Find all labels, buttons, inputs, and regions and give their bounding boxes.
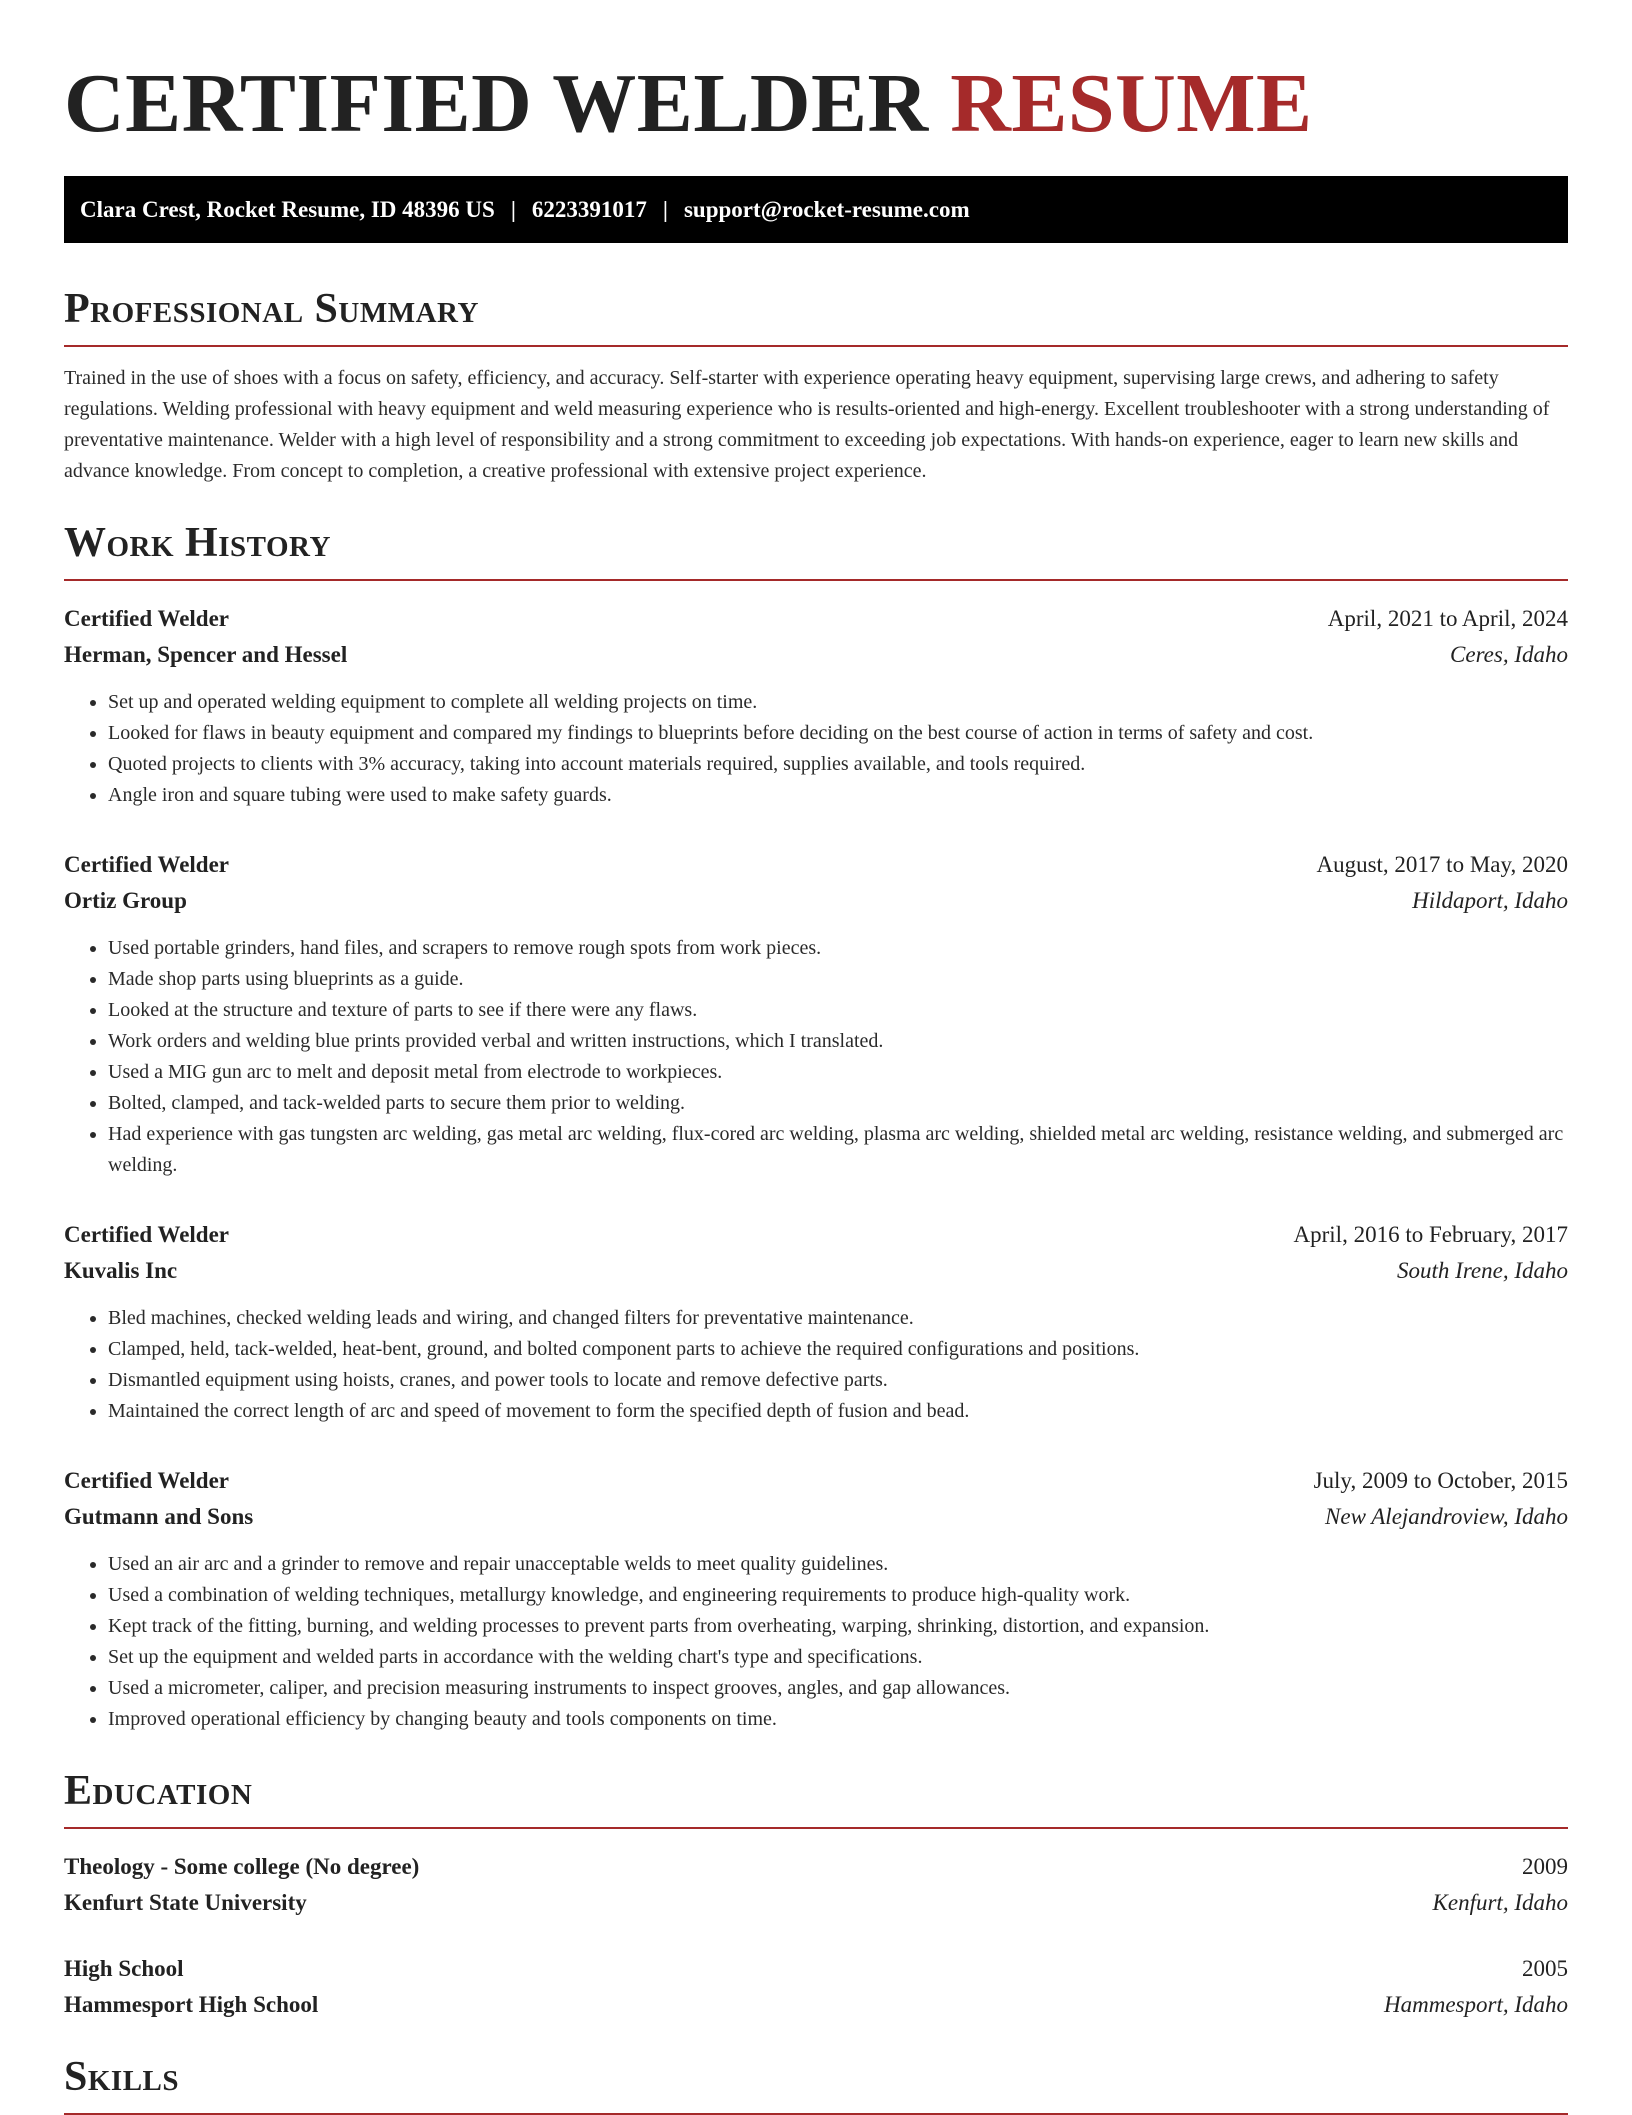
contact-address: Clara Crest, Rocket Resume, ID 48396 US: [80, 196, 495, 222]
job-location: Ceres, Idaho: [1450, 642, 1568, 667]
job-company: Gutmann and Sons: [64, 1504, 254, 1529]
job-entry: [64, 847, 1568, 1181]
education-school: Kenfurt State University: [64, 1890, 307, 1915]
education-school: Hammesport High School: [64, 1992, 319, 2017]
contact-separator: |: [662, 196, 668, 222]
job-bullet: • Looked for flaws in beauty equipment and compared my findings to blueprints before deciding on the best course of action in terms of safety and cost.: [108, 718, 1568, 749]
job-bullet: • Work orders and welding blue prints provided verbal and written instructions, which I translated.: [108, 1026, 1568, 1057]
job-bullet: • Set up the equipment and welded parts in accordance with the welding chart's type and specifications.: [108, 1642, 1568, 1673]
job-bullet: • Used an air arc and a grinder to remove and repair unacceptable welds to meet quality guidelines.: [108, 1549, 1568, 1580]
job-title: Certified Welder: [64, 1468, 229, 1493]
title-main: CERTIFIED WELDER: [64, 57, 929, 150]
contact-phone: 6223391017: [531, 196, 647, 222]
job-bullet: • Looked at the structure and texture of parts to see if there were any flaws.: [108, 995, 1568, 1026]
resume-title: [64, 0, 1568, 176]
job-bullet: • Angle iron and square tubing were used to make safety guards.: [108, 780, 1568, 811]
job-bullet: • Bled machines, checked welding leads and wiring, and changed filters for preventative maintenance.: [108, 1303, 1568, 1334]
education-location: Kenfurt, Idaho: [1432, 1890, 1568, 1915]
job-dates: April, 2021 to April, 2024: [1327, 606, 1568, 631]
summary-text: Trained in the use of shoes with a focus on safety, efficiency, and accuracy. Self-starter with experience operating heavy equipment, supervising large crews, and adhering to safety regulations. Welding professional with heavy equipment and weld measuring experience who is results-oriented and high-energy. Excellent troubleshooter with a strong understanding of preventative maintenance. Welder with a high level of responsibility and a strong commitment to exceeding job expectations. With hands-on experience, eager to learn new skills and advance knowledge. From concept to completion, a creative professional with extensive project experience.: [64, 367, 1550, 482]
education-degree: High School: [64, 1956, 184, 1981]
job-bullet: • Bolted, clamped, and tack-welded parts to secure them prior to welding.: [108, 1088, 1568, 1119]
job-company: Kuvalis Inc: [64, 1258, 178, 1283]
job-company: Herman, Spencer and Hessel: [64, 642, 348, 667]
job-bullet: • Set up and operated welding equipment to complete all welding projects on time.: [108, 687, 1568, 718]
job-bullet: • Maintained the correct length of arc and speed of movement to form the specified depth of fusion and bead.: [108, 1396, 1568, 1427]
education-section: [64, 1765, 1568, 2023]
job-bullet: • Had experience with gas tungsten arc welding, gas metal arc welding, flux-cored arc welding, plasma arc welding, shielded metal arc welding, resistance welding, and submerged arc welding.: [108, 1119, 1568, 1181]
education-entry: [64, 1951, 1568, 2023]
section-heading-summary: Professional Summary: [64, 283, 1568, 347]
job-bullet: • Used a combination of welding techniques, metallurgy knowledge, and engineering requirements to produce high-quality work.: [108, 1580, 1568, 1611]
education-year: 2009: [1522, 1854, 1568, 1879]
education-year: 2005: [1522, 1956, 1568, 1981]
job-location: New Alejandroview, Idaho: [1325, 1504, 1568, 1529]
education-location: Hammesport, Idaho: [1384, 1992, 1568, 2017]
job-title: Certified Welder: [64, 852, 229, 877]
education-degree: Theology - Some college (No degree): [64, 1854, 420, 1879]
section-heading-education: Education: [64, 1765, 1568, 1829]
job-bullet-list: [64, 1303, 1568, 1427]
section-heading-work-history: Work History: [64, 517, 1568, 581]
job-bullet: • Used a micrometer, caliper, and precision measuring instruments to inspect grooves, angles, and gap allowances.: [108, 1673, 1568, 1704]
contact-separator: |: [510, 196, 516, 222]
job-entry: [64, 1463, 1568, 1735]
education-entry: [64, 1849, 1568, 1921]
job-bullet: • Clamped, held, tack-welded, heat-bent, ground, and bolted component parts to achieve the required configurations and positions.: [108, 1334, 1568, 1365]
job-dates: April, 2016 to February, 2017: [1293, 1222, 1568, 1247]
work-history-section: [64, 517, 1568, 1735]
job-company: Ortiz Group: [64, 888, 187, 913]
title-accent: RESUME: [950, 57, 1313, 150]
job-bullet: • Dismantled equipment using hoists, cranes, and power tools to locate and remove defective parts.: [108, 1365, 1568, 1396]
job-bullet: • Kept track of the fitting, burning, and welding processes to prevent parts from overheating, warping, shrinking, distortion, and expansion.: [108, 1611, 1568, 1642]
job-entry: [64, 601, 1568, 811]
job-bullet: • Used a MIG gun arc to melt and deposit metal from electrode to workpieces.: [108, 1057, 1568, 1088]
professional-summary-section: [64, 283, 1568, 487]
job-bullet: • Used portable grinders, hand files, and scrapers to remove rough spots from work pieces.: [108, 933, 1568, 964]
job-title: Certified Welder: [64, 1222, 229, 1247]
job-entry: [64, 1217, 1568, 1427]
job-location: South Irene, Idaho: [1397, 1258, 1568, 1283]
job-dates: August, 2017 to May, 2020: [1316, 852, 1568, 877]
job-bullet: • Made shop parts using blueprints as a guide.: [108, 964, 1568, 995]
job-bullet: • Quoted projects to clients with 3% accuracy, taking into account materials required, supplies available, and tools required.: [108, 749, 1568, 780]
job-bullet-list: [64, 687, 1568, 811]
job-dates: July, 2009 to October, 2015: [1313, 1468, 1568, 1493]
job-bullet-list: [64, 1549, 1568, 1735]
contact-bar: [64, 176, 1568, 243]
section-heading-skills: Skills: [64, 2051, 1568, 2115]
job-bullet: • Improved operational efficiency by changing beauty and tools components on time.: [108, 1704, 1568, 1735]
job-title: Certified Welder: [64, 606, 229, 631]
contact-email: support@rocket-resume.com: [683, 196, 970, 222]
skills-section: [64, 2051, 1568, 2115]
job-location: Hildaport, Idaho: [1412, 888, 1568, 913]
job-bullet-list: [64, 933, 1568, 1181]
